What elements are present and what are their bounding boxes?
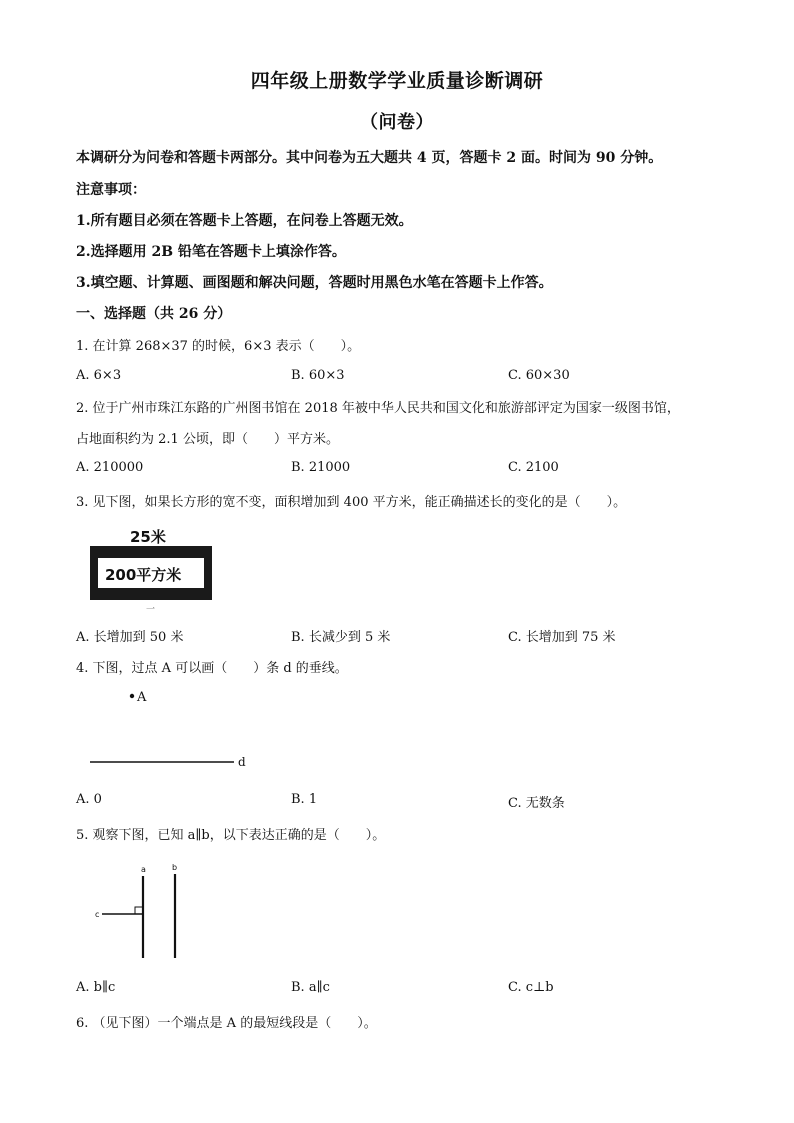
rectangle-figure — [88, 524, 218, 614]
question-2-text-cont: 占地面积约为 2.1 公顷，即（ ）平方米。 — [76, 432, 339, 447]
question-3-text: 3. 见下图，如果长方形的宽不变，面积增加到 400 平方米，能正确描述长的变化的是（ ）。 — [76, 495, 627, 510]
q1-option-a: A. 6×3 — [76, 368, 122, 383]
note-item: 1.所有题目必须在答题卡上答题，在问卷上答题无效。 — [76, 213, 413, 229]
q5-option-a: A. b∥c — [76, 980, 116, 995]
q2-option-b: B. 21000 — [291, 460, 351, 475]
section-heading: 一、选择题（共 26 分） — [76, 306, 232, 322]
q2-option-c: C. 2100 — [508, 460, 559, 475]
line-d-label: d — [238, 755, 246, 769]
perpendicular-figure — [86, 684, 266, 774]
note-item: 2.选择题用 2B 铅笔在答题卡上填涂作答。 — [76, 244, 346, 260]
q4-option-a: A. 0 — [76, 792, 102, 807]
question-5-text: 5. 观察下图，已知 a∥b，以下表达正确的是（ ）。 — [76, 828, 386, 843]
line-c-label: c — [95, 910, 100, 919]
q2-option-a: A. 210000 — [76, 460, 144, 475]
rect-top-label: 25米 — [130, 528, 166, 546]
q4-option-c: C. 无数条 — [508, 796, 565, 811]
q4-option-b: B. 1 — [291, 792, 318, 807]
line-b-label: b — [172, 863, 178, 872]
q3-option-a: A. 长增加到 50 米 — [76, 630, 184, 645]
right-angle-mark — [135, 907, 143, 914]
rect-side-mark: 一 — [146, 605, 156, 614]
q3-option-b: B. 长减少到 5 米 — [291, 630, 391, 645]
page-title: 四年级上册数学学业质量诊断调研 — [250, 70, 544, 92]
question-4-text: 4. 下图，过点 A 可以画（ ）条 d 的垂线。 — [76, 661, 348, 676]
q1-option-c: C. 60×30 — [508, 368, 570, 383]
rect-area-label: 200平方米 — [105, 566, 182, 584]
note-item: 3.填空题、计算题、画图题和解决问题，答题时用黑色水笔在答题卡上作答。 — [76, 275, 553, 291]
parallel-lines-figure — [90, 858, 200, 962]
point-a-label: A — [137, 690, 147, 705]
q5-option-c: C. c⊥b — [508, 980, 554, 995]
question-6-text: 6. （见下图）一个端点是 A 的最短线段是（ ）。 — [76, 1016, 377, 1031]
line-a-label: a — [141, 865, 146, 874]
q5-option-b: B. a∥c — [291, 980, 330, 995]
q3-option-c: C. 长增加到 75 米 — [508, 630, 616, 645]
notes-heading: 注意事项： — [76, 182, 146, 198]
question-2-text: 2. 位于广州市珠江东路的广州图书馆在 2018 年被中华人民共和国文化和旅游部评定为国家一级图书馆， — [76, 401, 680, 416]
page-subtitle: （问卷） — [360, 112, 434, 133]
point-a-dot — [130, 694, 134, 698]
question-1-text: 1. 在计算 268×37 的时候，6×3 表示（ ）。 — [76, 339, 361, 354]
q1-option-b: B. 60×3 — [291, 368, 345, 383]
intro-line: 本调研分为问卷和答题卡两部分。其中问卷为五大题共 4 页，答题卡 2 面。时间为 90 分钟。 — [76, 150, 663, 166]
